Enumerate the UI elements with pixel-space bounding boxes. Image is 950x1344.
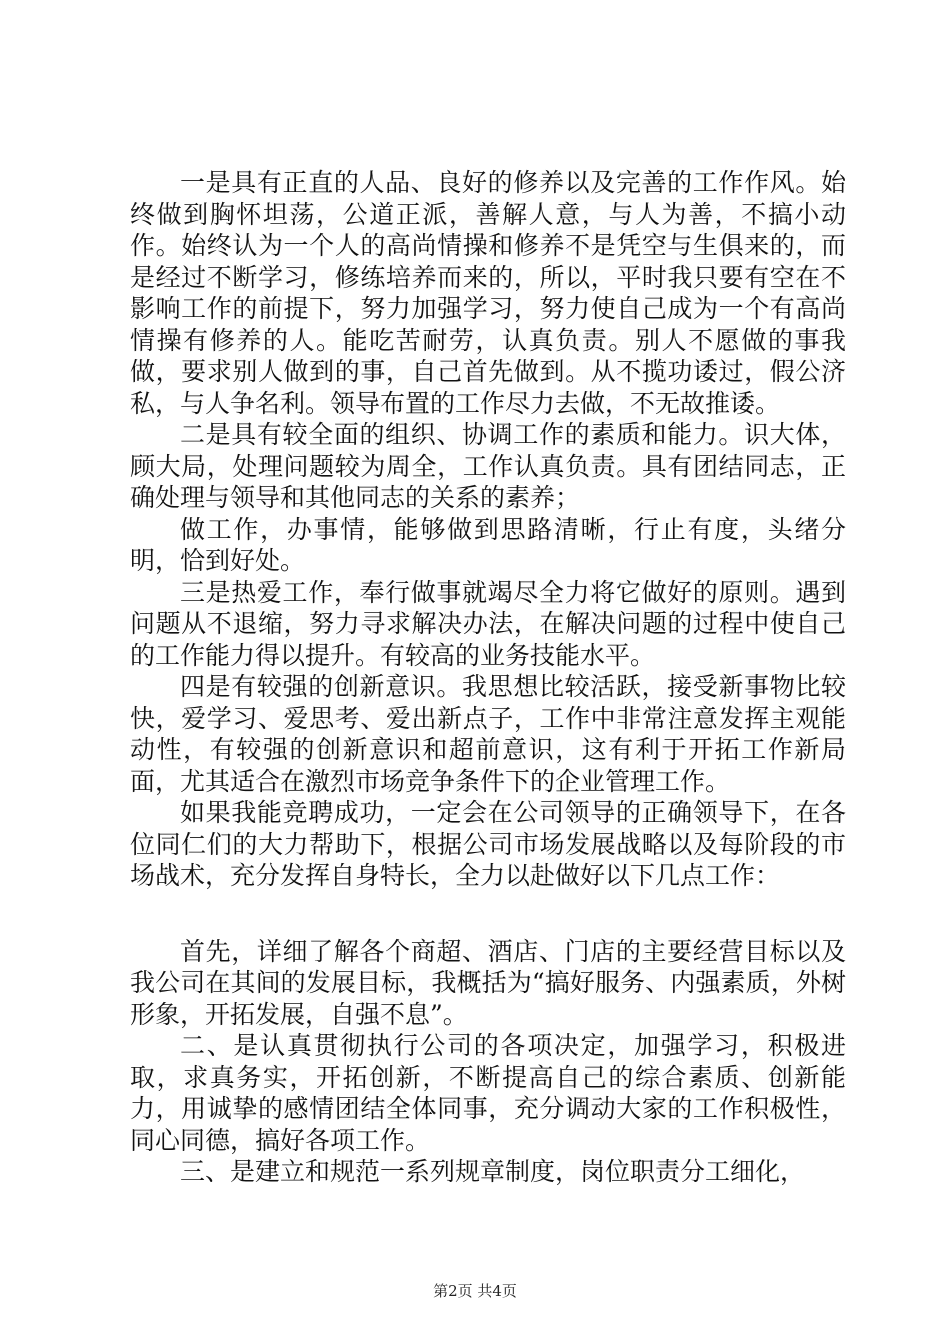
paragraph-9: 三、是建立和规范一系列规章制度，岗位职责分工细化， bbox=[180, 1157, 806, 1186]
page-footer bbox=[0, 1280, 950, 1301]
paragraph-2: 二是具有较全面的组织、协调工作的素质和能力。识大体，顾大局，处理问题较为周全，工作认真负责。具有团结同志，正确处理与领导和其他同志的关系的素养； bbox=[130, 420, 846, 512]
document-body bbox=[130, 167, 846, 1188]
paragraph-7: 首先，详细了解各个商超、酒店、门店的主要经营目标以及我公司在其间的发展目标，我概括为“搞好服务、内强素质，外树形象，开拓发展，自强不息”。 bbox=[130, 936, 846, 1029]
page-number: 第2页 共4页 bbox=[433, 1282, 517, 1300]
paragraph-8: 二、是认真贯彻执行公司的各项决定，加强学习，积极进取，求真务实，开拓创新，不断提高自己的综合素质、创新能力，用诚挚的感情团结全体同事，充分调动大家的工作积极性，同心同德，搞好各项工作。 bbox=[130, 1031, 846, 1155]
paragraph-6: 如果我能竞聘成功，一定会在公司领导的正确领导下，在各位同仁们的大力帮助下，根据公司市场发展战略以及每阶段的市场战术，充分发挥自身特长，全力以赴做好以下几点工作： bbox=[130, 798, 846, 890]
paragraph-spacer bbox=[130, 892, 846, 936]
paragraph-1: 一是具有正直的人品、良好的修养以及完善的工作作风。始终做到胸怀坦荡，公道正派，善解人意，与人为善，不搞小动作。始终认为一个人的高尚情操和修养不是凭空与生俱来的，而是经过不断学习，修练培养而来的，所以，平时我只要有空在不影响工作的前提下，努力加强学习，努力使自己成为一个有高尚情操有修养的人。能吃苦耐劳，认真负责。别人不愿做的事我做，要求别人做到的事，自己首先做到。从不揽功诿过，假公济私，与人争名利。领导布置的工作尽力去做，不无故推诿。 bbox=[130, 168, 846, 418]
paragraph-4: 三是热爱工作，奉行做事就竭尽全力将它做好的原则。遇到问题从不退缩，努力寻求解决办法，在解决问题的过程中使自己的工作能力得以提升。有较高的业务技能水平。 bbox=[130, 577, 846, 670]
paragraph-5: 四是有较强的创新意识。我思想比较活跃，接受新事物比较快，爱学习、爱思考、爱出新点子，工作中非常注意发挥主观能动性，有较强的创新意识和超前意识，这有利于开拓工作新局面，尤其适合在激烈市场竞争条件下的企业管理工作。 bbox=[130, 672, 846, 796]
paragraph-3: 做工作，办事情，能够做到思路清晰，行止有度，头绪分明，恰到好处。 bbox=[130, 514, 846, 575]
